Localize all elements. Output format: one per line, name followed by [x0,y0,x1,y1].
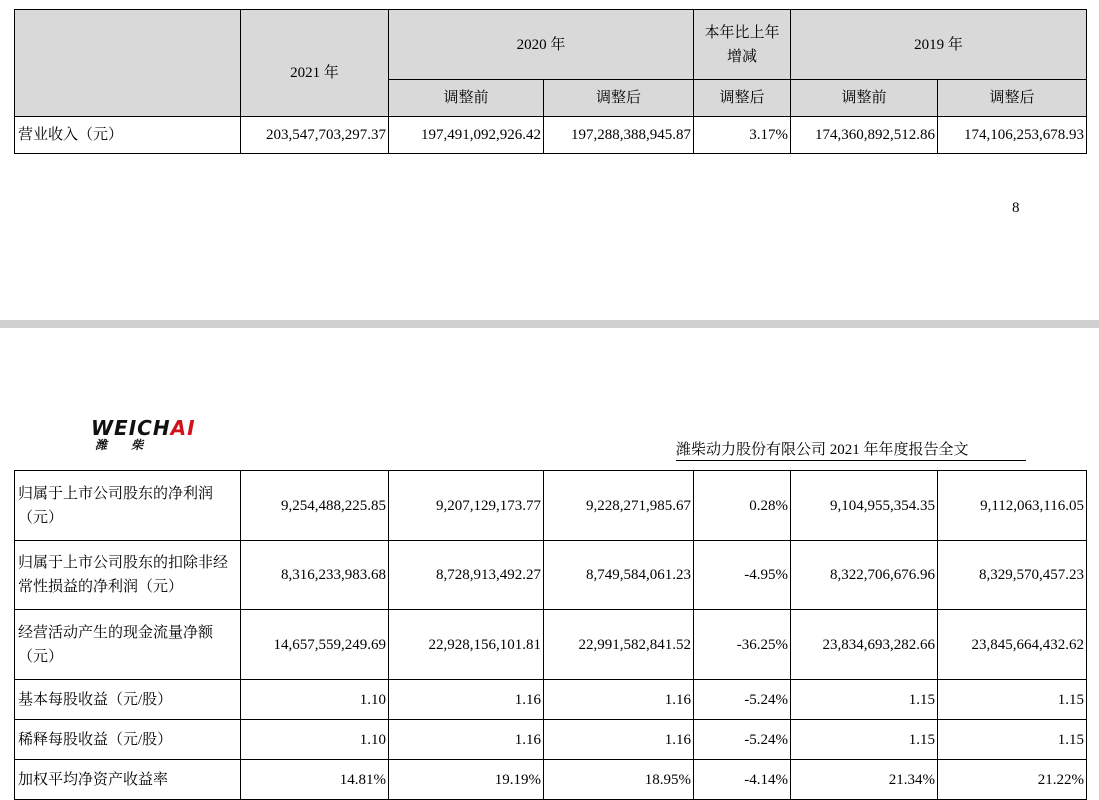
header-rule [676,460,1026,461]
logo-text-main: WEICH [91,416,171,440]
header-2021: 2021 年 [241,10,389,117]
cell-2019-after: 174,106,253,678.93 [938,117,1087,154]
cell-2021: 1.10 [241,680,389,720]
row-label: 加权平均净资产收益率 [15,760,241,800]
report-title: 潍柴动力股份有限公司 2021 年年度报告全文 [676,442,969,458]
cell-2020-before: 1.16 [389,680,544,720]
cell-change: -5.24% [694,680,791,720]
page-number: 8 [1012,200,1020,216]
cell-2020-before: 22,928,156,101.81 [389,610,544,680]
cell-2020-after: 1.16 [544,720,694,760]
table-row [15,471,1087,541]
row-label: 归属于上市公司股东的净利润（元） [15,471,241,541]
cell-2019-after: 23,845,664,432.62 [938,610,1087,680]
cell-2019-after: 1.15 [938,680,1087,720]
cell-2019-before: 1.15 [791,720,938,760]
cell-2019-after: 9,112,063,116.05 [938,471,1087,541]
row-label: 归属于上市公司股东的扣除非经常性损益的净利润（元） [15,541,241,610]
row-label: 基本每股收益（元/股） [15,680,241,720]
header-change: 本年比上年增减 [694,10,791,80]
table-row [15,541,1087,610]
cell-2019-after: 21.22% [938,760,1087,800]
cell-2019-before: 1.15 [791,680,938,720]
cell-2021: 8,316,233,983.68 [241,541,389,610]
cell-2020-before: 19.19% [389,760,544,800]
weichai-logo [91,418,211,458]
cell-2019-before: 174,360,892,512.86 [791,117,938,154]
header-2019-after: 调整后 [938,80,1087,117]
cell-change: -4.95% [694,541,791,610]
logo-text-accent: AI [170,416,196,440]
cell-2020-after: 197,288,388,945.87 [544,117,694,154]
cell-change: 3.17% [694,117,791,154]
header-2019: 2019 年 [791,10,1087,80]
cell-2020-before: 9,207,129,173.77 [389,471,544,541]
header-2020-before: 调整前 [389,80,544,117]
cell-2019-before: 23,834,693,282.66 [791,610,938,680]
cell-2020-after: 18.95% [544,760,694,800]
header-2019-before: 调整前 [791,80,938,117]
cell-2019-after: 1.15 [938,720,1087,760]
cell-2019-after: 8,329,570,457.23 [938,541,1087,610]
cell-2020-after: 1.16 [544,680,694,720]
cell-2020-after: 22,991,582,841.52 [544,610,694,680]
row-label: 营业收入（元） [15,117,241,154]
header-2020-after: 调整后 [544,80,694,117]
financial-table-top [14,9,1087,154]
cell-2020-before: 197,491,092,926.42 [389,117,544,154]
cell-2021: 14,657,559,249.69 [241,610,389,680]
cell-change: -4.14% [694,760,791,800]
cell-2021: 14.81% [241,760,389,800]
cell-2021: 1.10 [241,720,389,760]
cell-2020-before: 8,728,913,492.27 [389,541,544,610]
table-row [15,760,1087,800]
cell-2021: 9,254,488,225.85 [241,471,389,541]
logo-text-sub: 潍 柴 [95,438,154,452]
table-row [15,720,1087,760]
cell-2020-before: 1.16 [389,720,544,760]
financial-table-bottom [14,470,1087,800]
table-row [15,117,1087,154]
header-empty [15,10,241,117]
row-label: 稀释每股收益（元/股） [15,720,241,760]
table-row [15,610,1087,680]
cell-2020-after: 9,228,271,985.67 [544,471,694,541]
cell-2021: 203,547,703,297.37 [241,117,389,154]
cell-2019-before: 9,104,955,354.35 [791,471,938,541]
cell-2019-before: 21.34% [791,760,938,800]
cell-2019-before: 8,322,706,676.96 [791,541,938,610]
header-change-after: 调整后 [694,80,791,117]
page-separator [0,320,1099,328]
cell-2020-after: 8,749,584,061.23 [544,541,694,610]
cell-change: 0.28% [694,471,791,541]
cell-change: -36.25% [694,610,791,680]
header-2020: 2020 年 [389,10,694,80]
row-label: 经营活动产生的现金流量净额（元） [15,610,241,680]
table-row [15,680,1087,720]
cell-change: -5.24% [694,720,791,760]
